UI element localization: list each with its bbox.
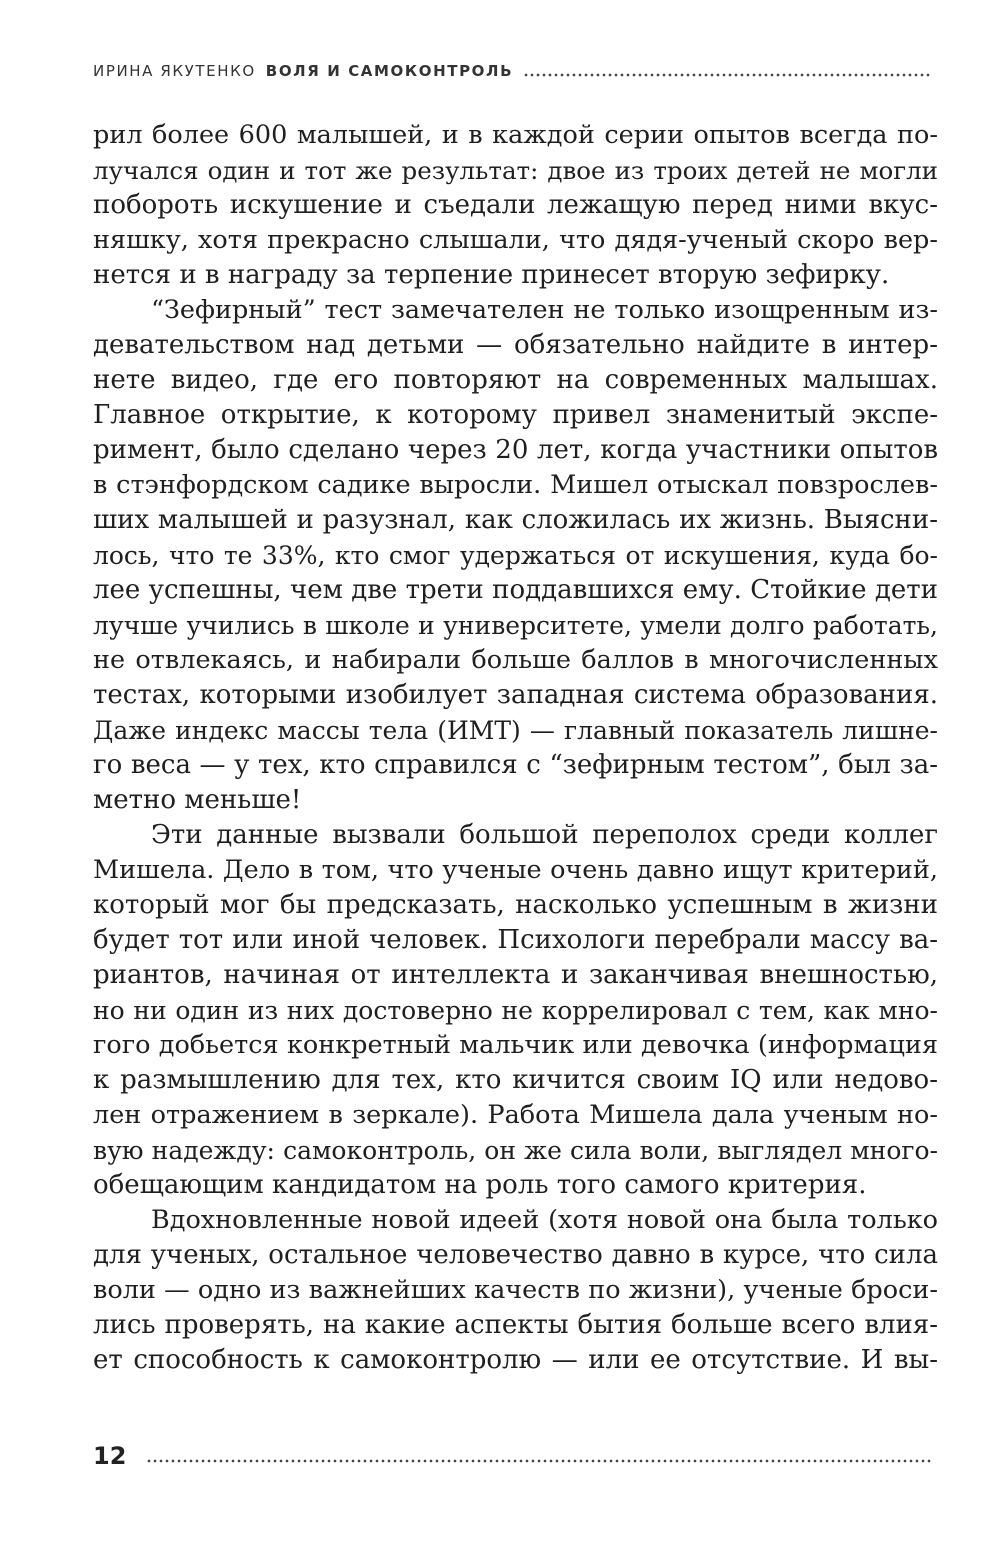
text-line: в стэнфордском садике выросли. Мишел отыскал повзрослев- [93,470,938,500]
text-line: лучался один и тот же результат: двое из троих детей не могли [93,156,938,185]
paragraph [93,118,938,293]
text-line: ших малышей и разузнал, как сложилась их жизнь. Выясни- [93,505,938,535]
text-line: лось, что те 33%, кто смог удержаться от искушения, куда бо- [93,541,938,570]
text-line: тестах, которыми изобилует западная система образования. [93,680,938,710]
text-line: воли — одно из важнейших качеств по жизни), ученые броси- [93,1275,938,1305]
text-line: лее успешны, чем две трети поддавшихся ему. Стойкие дети [93,575,938,605]
text-line: будет тот или иной человек. Психологи перебрали массу ва- [93,925,938,955]
text-line: который мог бы предсказать, насколько успешным в жизни [93,890,938,920]
text-line: гого добьется конкретный мальчик или девочка (информация [93,1030,938,1060]
text-line: риантов, начиная от интеллекта и заканчивая внешностью, [93,960,938,990]
header-title: ВОЛЯ И САМОКОНТРОЛЬ [265,62,514,80]
text-line: рил более 600 малышей, и в каждой серии опытов всегда по- [93,120,938,150]
paragraph [93,293,938,818]
text-line: нется и в награду за терпение принесет вторую зефирку. [93,260,890,290]
text-line: “Зефирный” тест замечателен не только изощренным из- [151,295,938,325]
page-number: 12 [93,1442,127,1470]
header-author: ИРИНА ЯКУТЕНКО [93,62,256,80]
text-line: нете видео, где его повторяют на современных малышах. [93,365,938,395]
text-line: к размышлению для тех, кто кичится своим IQ или недово- [93,1065,938,1095]
text-line: Мишела. Дело в том, что ученые очень давно ищут критерий, [93,855,938,885]
text-line: няшку, хотя прекрасно слышали, что дядя-ученый скоро вер- [93,225,938,255]
text-line: лучше учились в школе и университете, умели долго работать, [93,611,938,640]
text-line: девательством над детьми — обязательно найдите в интер- [93,330,938,360]
text-line: обещающим кандидатом на роль того самого критерия. [93,1170,867,1200]
text-line: лись проверять, на какие аспекты бытия больше всего влия- [93,1310,938,1340]
text-line: Даже индекс массы тела (ИМТ) — главный показатель лишне- [93,716,938,745]
text-line: го веса — у тех, кто справился с “зефирным тестом”, был за- [93,750,938,780]
header-dotted-leader [523,73,931,77]
text-line: для ученых, остальное человечество давно в курсе, что сила [93,1240,938,1270]
body-text [93,118,938,1378]
text-line: Вдохновленные новой идеей (хотя новой она была только [151,1205,938,1235]
page-footer [93,1440,931,1470]
text-line: не отвлекаясь, и набирали больше баллов в многочисленных [93,645,938,675]
footer-dotted-leader [146,1459,931,1463]
text-line: ет способность к самоконтролю — или ее отсутствие. И вы- [93,1345,938,1375]
text-line: Главное открытие, к которому привел знаменитый экспе- [93,400,938,430]
text-line: метно меньше! [93,785,302,815]
paragraph [93,1203,938,1378]
text-line: лен отражением в зеркале). Работа Мишела дала ученым но- [93,1100,938,1130]
text-line: Эти данные вызвали большой переполох среди коллег [151,820,938,850]
text-line: но ни один из них достоверно не коррелировал с тем, как мно- [93,996,938,1025]
paragraph [93,818,938,1203]
text-line: вую надежду: самоконтроль, он же сила воли, выглядел много- [93,1136,938,1165]
running-header [93,58,931,80]
text-line: римент, было сделано через 20 лет, когда участники опытов [93,435,938,465]
text-line: побороть искушение и съедали лежащую перед ними вкус- [93,190,938,220]
